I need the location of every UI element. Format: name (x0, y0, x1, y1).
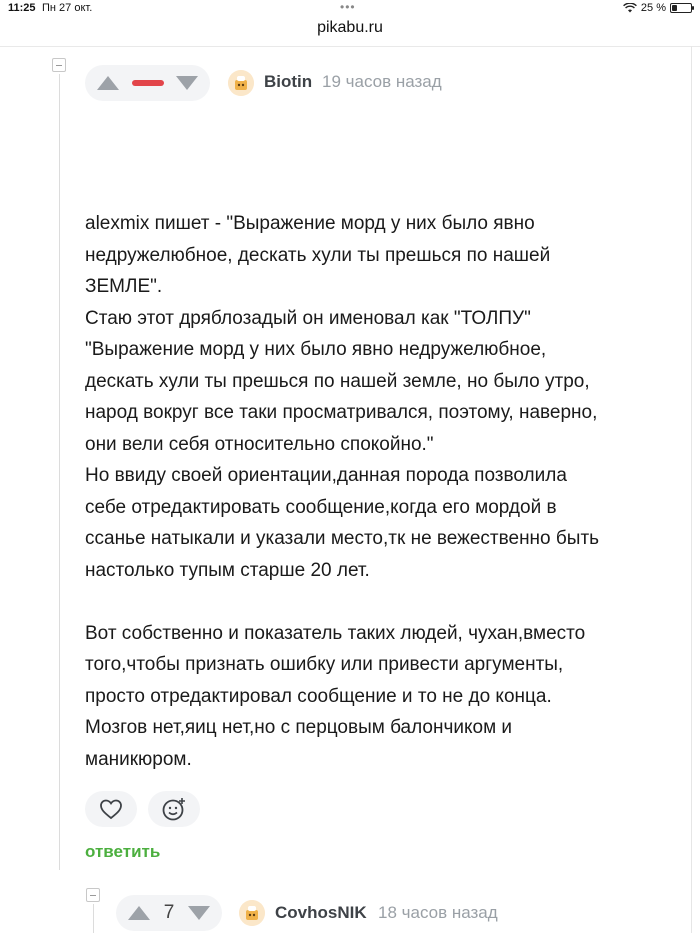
comment-line: дескать хули ты прешься по нашей земле, но было утро, (85, 370, 590, 392)
comment-line: просто отредактировал сообщение и то не до конца. (85, 685, 552, 707)
thread-line[interactable] (59, 74, 60, 870)
comment-line: того,чтобы признать ошибку или привести аргументы, (85, 654, 564, 675)
wifi-icon (623, 3, 637, 13)
reply-thread-line[interactable] (93, 904, 94, 933)
comment-line: "Выражение морд у них было явно недружелюбное, (85, 339, 547, 360)
comment-line: alexmix пишет - "Выражение морд у них было явно (85, 213, 535, 234)
comment-line: они вели себя относительно спокойно." (85, 433, 434, 455)
comment-line: маникюром. (85, 748, 192, 770)
url-text: pikabu.ru (317, 19, 383, 36)
battery-percent: 25 % (640, 2, 666, 14)
comment-line: Но ввиду своей ориентации,данная порода позволила (85, 465, 567, 486)
reply-time[interactable]: 18 часов назад (378, 903, 498, 922)
comment-author[interactable]: Biotin (264, 72, 313, 91)
reply-vote-box (116, 895, 222, 931)
comment-line: Мозгов нет,яиц нет,но с перцовым балончиком и (85, 717, 513, 738)
add-reaction-button[interactable] (148, 791, 200, 827)
comment-time[interactable]: 19 часов назад (322, 72, 442, 91)
comment-line: Вот собственно и показатель таких людей, чухан,вместо (85, 622, 586, 644)
vote-box (85, 65, 210, 101)
status-right (623, 2, 692, 14)
comment-line: недружелюбное, дескать хули ты прешься по нашей (85, 244, 551, 266)
emoji-add-icon (161, 796, 187, 822)
avatar-image (228, 70, 254, 96)
heart-icon (99, 798, 123, 820)
downvote-icon[interactable] (188, 906, 210, 920)
negative-rating-indicator (132, 80, 164, 86)
status-date: Пн 27 окт. (42, 2, 93, 14)
header-divider (0, 46, 700, 47)
reply-link[interactable]: ответить (85, 842, 161, 861)
comment-line: Стаю этот дряблозадый он именовал как "ТОЛПУ" (85, 307, 531, 329)
reply-author[interactable]: CovhosNIK (275, 903, 367, 922)
comment-line: ЗЕМЛЕ". (85, 276, 163, 297)
battery-icon (670, 3, 692, 13)
comment-line: настолько тупым старше 20 лет. (85, 559, 370, 581)
avatar[interactable] (228, 70, 254, 96)
upvote-icon[interactable] (128, 906, 150, 920)
reply-rating: 7 (163, 902, 175, 923)
comment-line: ссанье натыкали и указали место,тк не вежественно быть (85, 528, 600, 549)
upvote-icon[interactable] (97, 76, 119, 90)
address-bar[interactable] (0, 16, 700, 42)
paragraph-gap (85, 586, 655, 618)
avatar-image (239, 900, 265, 926)
downvote-icon[interactable] (176, 76, 198, 90)
status-time: 11:25 (8, 2, 36, 14)
comment-text (85, 208, 655, 775)
page-edge (691, 46, 692, 933)
collapse-thread-button[interactable] (52, 58, 66, 72)
collapse-reply-button[interactable] (86, 888, 100, 902)
comment-line: народ вокруг все таки просматривался, поэтому, наверно, (85, 402, 598, 423)
multitask-dots-icon[interactable]: ••• (340, 0, 356, 14)
like-button[interactable] (85, 791, 137, 827)
comment-line: себе отредактировать сообщение,когда его мордой в (85, 496, 557, 518)
reply-avatar[interactable] (239, 900, 265, 926)
